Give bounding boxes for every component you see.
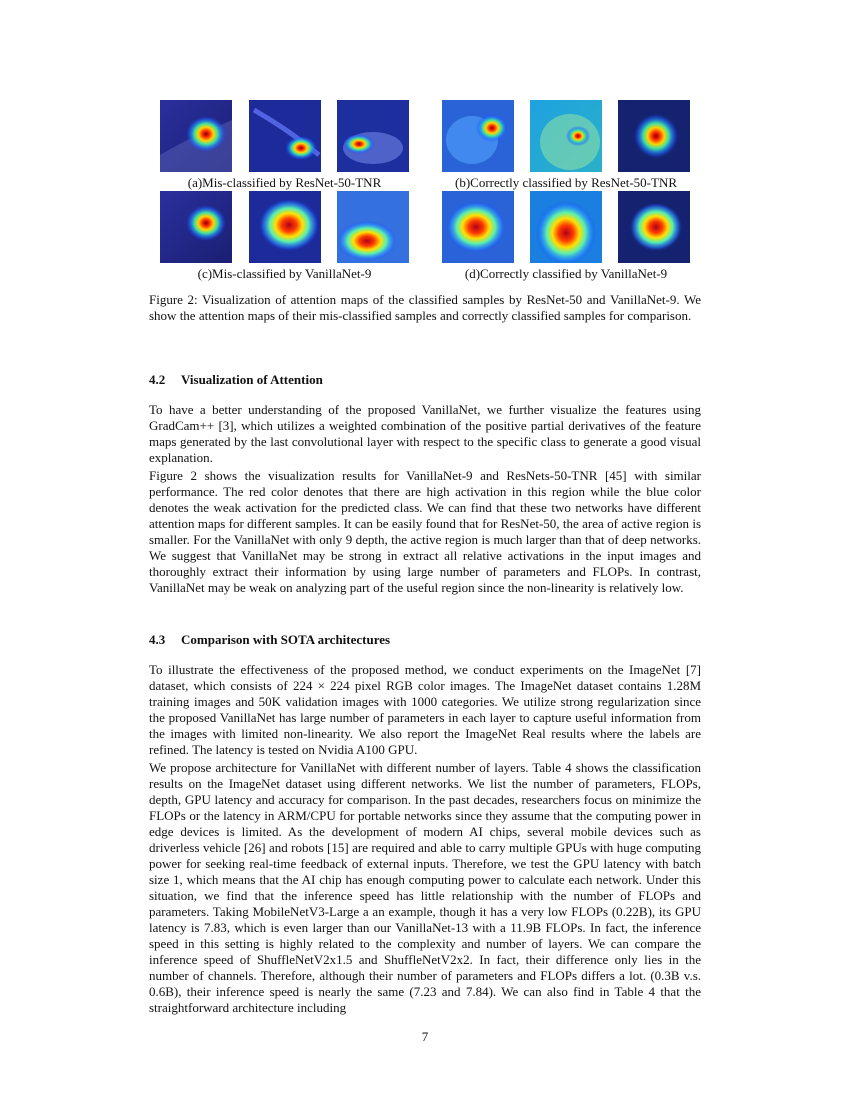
attention-map-image <box>442 100 514 172</box>
paragraph: Figure 2 shows the visualization results for VanillaNet-9 and ResNets-50-TNR [45] with similar performance. The red color denotes that there are high activation in this region while the blue color denotes the weak activation for the predicted class. We can find that these two networks have different attention maps for different samples. It can be easily found that for ResNet-50, the area of active region is smaller. For the VanillaNet with only 9 depth, the active region is much larger than that of deep networks. We suggest that VanillaNet may be strong in extract all relative activations in the input images and thoroughly extract their information by using large number of parameters and FLOPs. In contrast, VanillaNet may be weak on analyzing part of the useful region since the non-linearity is relatively low. <box>149 468 701 595</box>
paragraph: To have a better understanding of the proposed VanillaNet, we further visualize the features using GradCam++ [3], which utilizes a weighted combination of the positive partial derivatives of the feature maps generated by the last convolutional layer with respect to the specific class to generate a good visual explanation. <box>149 402 701 465</box>
section-title: Comparison with SOTA architectures <box>181 632 391 647</box>
section-number: 4.2 <box>149 372 166 387</box>
attention-map-image <box>618 100 690 172</box>
attention-map-image <box>249 100 321 172</box>
attention-map-image <box>442 191 514 263</box>
section-heading-4-2 <box>149 372 323 388</box>
figure-2 <box>0 0 850 290</box>
paragraph: To illustrate the effectiveness of the proposed method, we conduct experiments on the ImageNet [7] dataset, which consists of 224 × 224 pixel RGB color images. The ImageNet dataset contains 1.28M training images and 50K validation images with 1000 categories. We utilize strong regularization since the proposed VanillaNet has large number of parameters in each layer to capture useful information from the images with limited non-linearity. We also report the ImageNet Real results where the labels are refined. The latency is tested on Nvidia A100 GPU. <box>149 662 701 757</box>
attention-map-image <box>160 191 232 263</box>
figure-caption: Figure 2: Visualization of attention maps of the classified samples by ResNet-50 and VanillaNet-9. We show the attention maps of their mis-classified samples and correctly classified samples for comparison. <box>149 292 701 323</box>
subcaption-d: (d)Correctly classified by VanillaNet-9 <box>464 266 668 281</box>
subcaption-a: (a)Mis-classified by ResNet-50-TNR <box>187 175 382 190</box>
attention-map-image <box>530 100 602 172</box>
attention-map-image <box>618 191 690 263</box>
attention-map-image <box>530 191 602 263</box>
section-heading-4-3 <box>149 632 390 648</box>
section-title: Visualization of Attention <box>181 372 323 387</box>
attention-map-image <box>337 100 409 172</box>
paragraph: We propose architecture for VanillaNet with different number of layers. Table 4 shows the classification results on the ImageNet dataset using different networks. We list the number of parameters, FLOPs, depth, GPU latency and accuracy for comparison. In the past decades, researchers focus on minimize the FLOPs or the latency in ARM/CPU for portable networks since they assume that the computing power in edge devices is limited. As the development of modern AI chips, several mobile devices such as driverless vehicle [26] and robots [15] are required and able to carry multiple GPUs with huge computing power for seeking real-time feedback of external inputs. Therefore, we test the GPU latency with batch size 1, which means that the AI chip has enough computing power to calculate each network. Under this situation, we find that the inference speed has little relationship with the number of FLOPs and parameters. Taking MobileNetV3-Large a an example, though it has a very low FLOPs (0.22B), its GPU latency is 7.83, which is even larger than our VanillaNet-13 with a 11.9B FLOPs. In fact, the inference speed in this setting is highly related to the complexity and number of layers. We can compare the inference speed of ShuffleNetV2x1.5 and ShuffleNetV2x2. In fact, their difference only lies in the number of channels. Therefore, although their number of parameters and FLOPs differs a lot. (0.3B v.s. 0.6B), their inference speed is nearly the same (7.23 and 7.84). We can also find in Table 4 that the straightforward architecture including <box>149 760 701 1015</box>
subcaption-b: (b)Correctly classified by ResNet-50-TNR <box>454 175 678 190</box>
attention-map-image <box>160 100 232 172</box>
attention-map-image <box>249 191 321 263</box>
subcaption-c: (c)Mis-classified by VanillaNet-9 <box>197 266 372 281</box>
attention-map-image <box>337 191 409 263</box>
section-number: 4.3 <box>149 632 166 647</box>
page-number: 7 <box>421 1029 429 1044</box>
